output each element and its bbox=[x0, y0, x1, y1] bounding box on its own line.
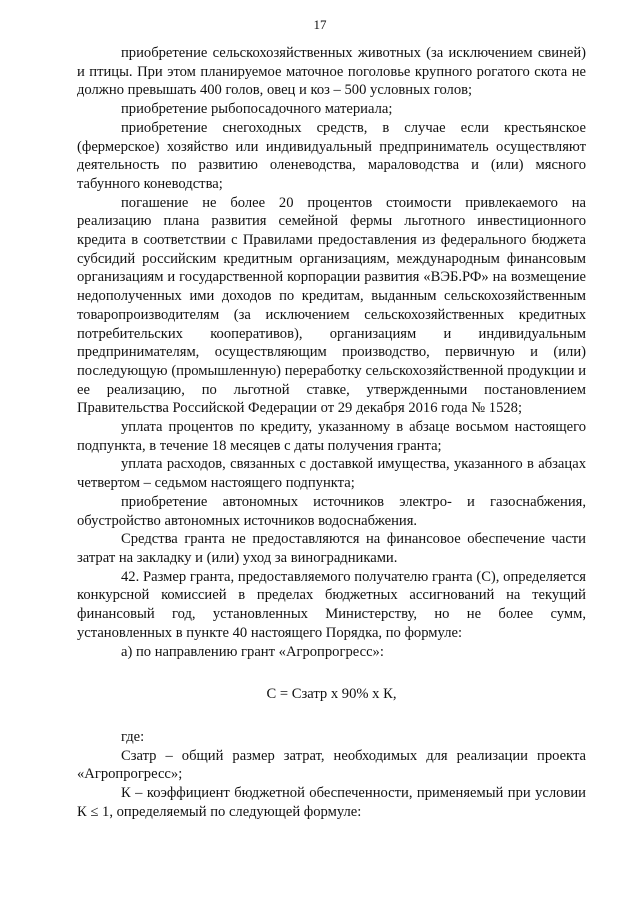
paragraph-snowmobile-purchase: приобретение снегоходных средств, в случае если крестьянское (фермерское) хозяйство или индивидуальный предприниматель осуществляют деятельность по развитию оленеводства, мараловодства и (или) мясного табунного коневодства; bbox=[77, 119, 586, 192]
paragraph-delivery-costs: уплата расходов, связанных с доставкой имущества, указанного в абзацах четвертом – седьмом настоящего подпункта; bbox=[77, 456, 586, 492]
page-number: 17 bbox=[313, 17, 327, 32]
paragraph-fish-stock-purchase: приобретение рыбопосадочного материала; bbox=[121, 101, 393, 118]
paragraph-agroprogress-direction: а) по направлению грант «Агропрогресс»: bbox=[121, 643, 384, 660]
paragraph-czatr-definition: Сзатр – общий размер затрат, необходимых для реализации проекта «Агропрогресс»; bbox=[77, 747, 586, 783]
paragraph-loan-repayment: погашение не более 20 процентов стоимости привлекаемого на реализацию плана развития семейной фермы льготного инвестиционного кредита в соответствии с Правилами предоставления из федерального бюджета субсидий российским кредитным организациям, международным финансовым организациям и государственной корпорации развития «ВЭБ.РФ» на возмещение недополученных ими доходов по кредитам, выданным сельскохозяйственным товаропроизводителям (за исключением сельскохозяйственных кредитных потребительских кооперативов), организациям и индивидуальным предпринимателям, осуществляющим производство, первичную и (или) последующую (промышленную) переработку сельскохозяйственной продукции и ее реализацию, по льготной ставке, утвержденными постановлением Правительства Российской Федерации от 29 декабря 2016 года № 1528; bbox=[77, 194, 586, 417]
paragraph-vineyard-exclusion: Средства гранта не предоставляются на финансовое обеспечение части затрат на закладку и (или) уход за виноградниками. bbox=[77, 531, 586, 566]
paragraph-autonomous-sources: приобретение автономных источников электро- и газоснабжения, обустройство автономных источников водоснабжения. bbox=[77, 493, 586, 529]
paragraph-k-definition: К – коэффициент бюджетной обеспеченности, применяемый при условии К ≤ 1, определяемый по следующей формуле: bbox=[77, 785, 586, 820]
paragraph-livestock-purchase: приобретение сельскохозяйственных животных (за исключением свиней) и птицы. При этом планируемое маточное поголовье крупного рогатого скота не должно превышать 400 голов, овец и коз – 500 условных голов; bbox=[77, 45, 586, 99]
paragraph-grant-size: 42. Размер гранта, предоставляемого получателю гранта (С), определяется конкурсной комиссией в пределах бюджетных ассигнований на текущий финансовый год, установленных Министерству, но не более сумм, установленных в пункте 40 настоящего Порядка, по формуле: bbox=[77, 568, 586, 641]
paragraph-where: где: bbox=[121, 728, 145, 745]
paragraph-interest-payment: уплата процентов по кредиту, указанному в абзаце восьмом настоящего подпункта, в течение 18 месяцев с даты получения гранта; bbox=[77, 419, 586, 454]
grant-formula: С = Сзатр х 90% х К, bbox=[266, 686, 397, 703]
document-body bbox=[77, 44, 586, 821]
